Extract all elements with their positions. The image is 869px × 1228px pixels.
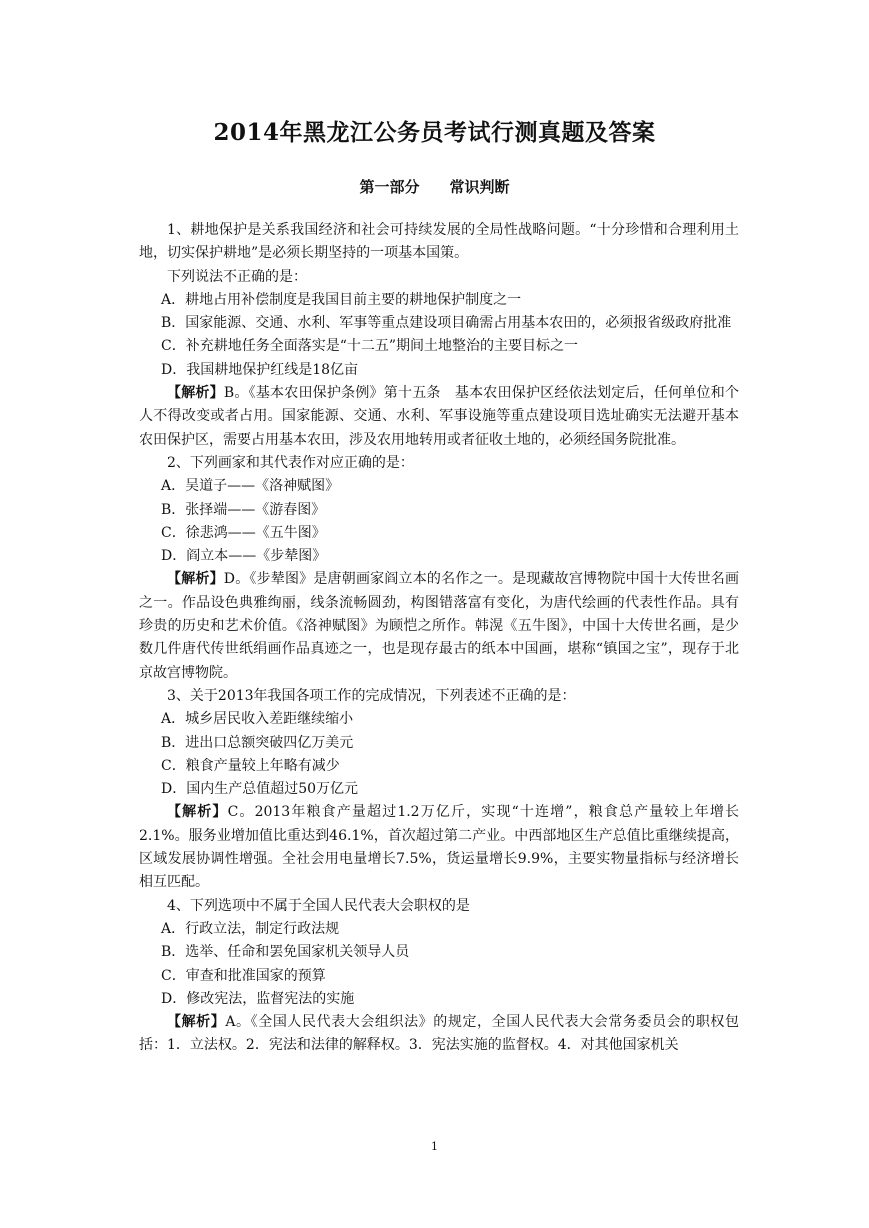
question-option: A．耕地占用补偿制度是我国目前主要的耕地保护制度之一 — [161, 291, 522, 308]
document-body — [139, 219, 739, 1058]
analysis-text: D。《步辇图》是唐朝画家阎立本的名作之一。是现藏故宫博物院中国十大传世名画之一。作品设色典雅绚丽，线条流畅圆劲，构图错落富有变化，为唐代绘画的代表性作品。具有珍贵的历史和艺术价值。《洛神赋图》为顾恺之所作。韩滉《五牛图》，中国十大传世名画，是少数几件唐代传世纸绢画作品真迹之一，也是现存最古的纸本中国画，堪称“镇国之宝”，现存于北京故宫博物院。 — [139, 571, 739, 681]
question-option: B．张择端——《游春图》 — [161, 501, 326, 518]
analysis-tag: 【解析】 — [167, 804, 228, 821]
question-option: D．修改宪法，监督宪法的实施 — [161, 990, 355, 1007]
analysis-text: A。《全国人民代表大会组织法》的规定，全国人民代表大会常务委员会的职权包括：1．立法权。2．宪法和法律的解释权。3．宪法实施的监督权。4．对其他国家机关 — [139, 1014, 740, 1054]
question-stem: 1、耕地保护是关系我国经济和社会可持续发展的全局性战略问题。“十分珍惜和合理利用土地，切实保护耕地”是必须长期坚持的一项基本国策。 — [139, 222, 739, 262]
question-option: B．进出口总额突破四亿万美元 — [161, 734, 354, 751]
analysis-paragraph — [139, 1011, 739, 1058]
analysis-tag: 【解析】 — [167, 385, 224, 402]
analysis-tag: 【解析】 — [167, 1014, 226, 1031]
question-option: D．国内生产总值超过50万亿元 — [161, 781, 359, 798]
question-option: C．补充耕地任务全面落实是“十二五”期间土地整治的主要目标之一 — [161, 338, 579, 355]
analysis-tag: 【解析】 — [167, 571, 224, 588]
analysis-text: B。《基本农田保护条例》第十五条 基本农田保护区经依法划定后，任何单位和个人不得改变或者占用。国家能源、交通、水利、军事设施等重点建设项目选址确实无法避开基本农田保护区，需要占用基本农田，涉及农用地转用或者征收土地的，必须经国务院批准。 — [139, 385, 739, 448]
question-option: D．我国耕地保护红线是18亿亩 — [161, 361, 359, 378]
question-option: C．徐悲鸿——《五牛图》 — [161, 524, 326, 541]
question-option: D．阎立本——《步辇图》 — [161, 548, 327, 565]
question-option: B．国家能源、交通、水利、军事等重点建设项目确需占用基本农田的，必须报省级政府批准 — [161, 315, 732, 332]
page-number: 1 — [431, 1140, 438, 1153]
question-option: C．审查和批准国家的预算 — [161, 967, 326, 984]
analysis-paragraph — [139, 801, 739, 894]
question-option: A．吴道子——《洛神赋图》 — [161, 478, 340, 495]
question-option: A．行政立法，制定行政法规 — [161, 920, 340, 937]
question-stem: 2、下列画家和其代表作对应正确的是： — [167, 454, 414, 471]
question-option: A．城乡居民收入差距继续缩小 — [161, 711, 354, 728]
analysis-text: C。2013年粮食产量超过1.2万亿斤，实现“十连增”，粮食总产量较上年增长2.1%。服务业增加值比重达到46.1%，首次超过第二产业。中西部地区生产总值比重继续提高，区域发展协调性增强。全社会用电量增长7.5%，货运量增长9.9%，主要实物量指标与经济增长相互匹配。 — [139, 804, 740, 891]
analysis-paragraph — [139, 382, 739, 452]
analysis-paragraph — [139, 568, 739, 684]
document-title: 2014年黑龙江公务员考试行测真题及答案 — [213, 119, 656, 146]
question-option: C．粮食产量较上年略有减少 — [161, 757, 340, 774]
section-heading: 第一部分 常识判断 — [359, 178, 510, 196]
question-stem: 4、下列选项中不属于全国人民代表大会职权的是 — [167, 897, 470, 914]
question-prompt: 下列说法不正确的是： — [167, 268, 307, 285]
question-stem: 3、关于2013年我国各项工作的完成情况，下列表述不正确的是： — [167, 687, 576, 704]
question-option: B．选举、任命和罢免国家机关领导人员 — [161, 944, 410, 961]
